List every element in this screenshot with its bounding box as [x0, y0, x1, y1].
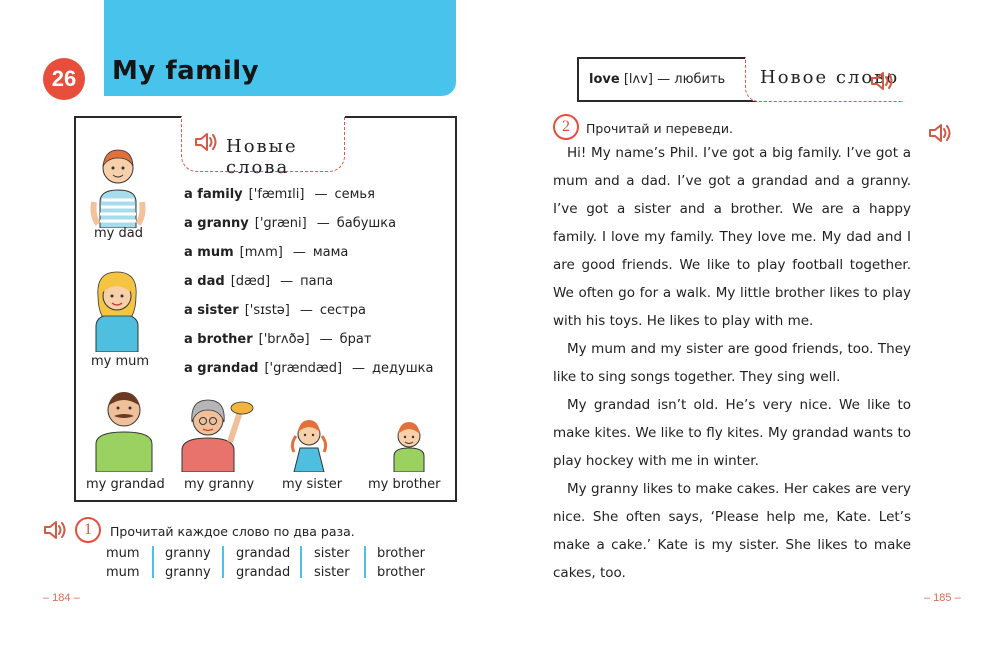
sister-illustration — [286, 414, 332, 472]
vocab-row: a mum [mʌm] — мама — [184, 245, 349, 260]
vocab-word: a mum — [184, 245, 234, 260]
word-cell: grandad — [236, 546, 291, 561]
reading-paragraph: My granny likes to make cakes. Her cakes are very nice. She often says, ‘Please help me, Kate. Let’s make a cake.’ Kate is my sister. She likes to make cakes, too. — [553, 481, 911, 581]
vocab-word: a grandad — [184, 361, 259, 376]
word-cell: mum — [106, 546, 140, 561]
vocab-transcription: ['brʌðə] — [258, 332, 310, 347]
new-word-transcription: [lʌv] — [623, 72, 653, 87]
caption-mum: my mum — [91, 354, 150, 369]
reading-paragraph: My mum and my sister are good friends, too. They like to sing songs together. They sing well. — [553, 341, 911, 385]
task-number-badge: 2 — [553, 114, 579, 140]
speaker-icon[interactable] — [194, 132, 218, 152]
vocab-transcription: ['fæmɪli] — [248, 187, 305, 202]
vocab-word: a granny — [184, 216, 249, 231]
vocab-row: a granny ['grænі] — бабушка — [184, 216, 397, 231]
vocab-word: a brother — [184, 332, 253, 347]
vocab-row: a brother ['brʌðə] — брат — [184, 332, 372, 347]
word-cell: brother — [377, 546, 425, 561]
column-divider — [222, 546, 224, 578]
vocab-word: a sister — [184, 303, 239, 318]
word-cell: granny — [165, 546, 211, 561]
word-column — [314, 545, 350, 582]
reading-paragraph: My grandad isn’t old. He’s very nice. We like to make kites. We like to fly kites. My grandad wants to play hockey with me in winter. — [553, 397, 911, 469]
new-word-tab — [745, 57, 903, 102]
column-divider — [364, 546, 366, 578]
vocab-translation: семья — [334, 187, 375, 202]
vocab-transcription: ['sɪstə] — [244, 303, 290, 318]
column-divider — [152, 546, 154, 578]
word-cell: brother — [377, 564, 425, 580]
vocab-translation: дедушка — [372, 361, 434, 376]
vocab-row: a sister ['sɪstə] — сестра — [184, 303, 366, 318]
new-word-heading: Новое слово — [760, 67, 900, 88]
word-column — [236, 545, 290, 582]
vocabulary-box — [74, 116, 457, 502]
vocab-row: a dad [dæd] — папа — [184, 274, 334, 289]
word-cell: sister — [314, 564, 350, 580]
word-column — [377, 545, 425, 582]
vocab-word: a dad — [184, 274, 225, 289]
vocab-transcription: ['grænі] — [254, 216, 307, 231]
task-number-badge: 1 — [75, 517, 101, 543]
granny-illustration — [178, 396, 256, 472]
vocab-translation: сестра — [319, 303, 366, 318]
caption-grandad: my grandad — [86, 477, 165, 492]
speaker-icon[interactable] — [43, 520, 67, 540]
speaker-icon[interactable] — [870, 71, 894, 91]
mum-illustration — [86, 266, 148, 352]
vocab-translation: бабушка — [336, 216, 397, 231]
page-number: – 184 – — [43, 592, 80, 604]
caption-brother: my brother — [368, 477, 441, 492]
vocab-transcription: [mʌm] — [239, 245, 283, 260]
page-title: My family — [112, 56, 260, 86]
vocab-row: a family ['fæmɪli] — семья — [184, 187, 375, 202]
grandad-illustration — [88, 386, 160, 472]
word-cell: mum — [106, 564, 140, 580]
page-number: – 185 – — [924, 592, 961, 604]
new-word-definition — [589, 72, 725, 87]
new-word-box — [577, 57, 901, 102]
speaker-icon[interactable] — [928, 123, 952, 143]
new-words-heading: Новые слова — [226, 136, 298, 178]
caption-granny: my granny — [184, 477, 255, 492]
new-words-tab — [181, 116, 345, 178]
vocab-translation: мама — [312, 245, 349, 260]
word-cell: sister — [314, 546, 350, 561]
task-instruction: Прочитай и переведи. — [586, 121, 733, 136]
new-word: love — [589, 72, 620, 87]
word-column — [106, 545, 140, 582]
word-column — [165, 545, 211, 582]
reading-paragraph: Hi! My name’s Phil. I’ve got a big family. I’ve got a mum and a dad. I’ve got a grandad and a granny. I’ve got a sister and a brother. We are a happy family. I love my family. They love me. My dad and I are good friends. We like to play football together. We often go for a walk. My little brother likes to play with his toys. He likes to play with me. — [553, 145, 911, 329]
new-word-dash: — — [657, 72, 671, 87]
lesson-number-badge: 26 — [43, 58, 85, 100]
vocab-translation: папа — [300, 274, 334, 289]
new-word-translation: любить — [674, 72, 726, 87]
word-cell: grandad — [236, 564, 291, 580]
vocab-row: a grandad ['grændæd] — дедушка — [184, 361, 434, 376]
vocab-word: a family — [184, 187, 243, 202]
brother-illustration — [386, 418, 432, 472]
caption-sister: my sister — [282, 477, 343, 492]
caption-dad: my dad — [94, 226, 143, 241]
vocab-translation: брат — [339, 332, 372, 347]
column-divider — [300, 546, 302, 578]
dad-illustration — [88, 140, 148, 228]
word-cell: granny — [165, 564, 211, 580]
vocab-transcription: [dæd] — [230, 274, 271, 289]
task-instruction: Прочитай каждое слово по два раза. — [110, 524, 355, 539]
vocab-transcription: ['grændæd] — [264, 361, 343, 376]
